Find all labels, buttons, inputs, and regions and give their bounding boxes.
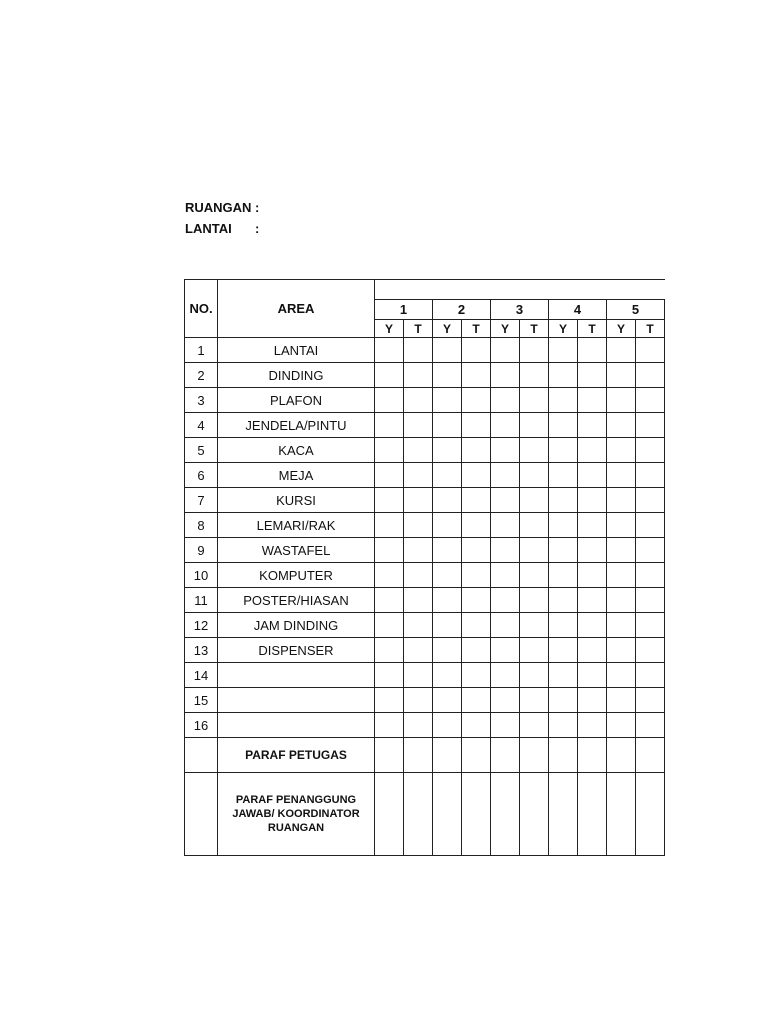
check-cell[interactable] <box>375 538 404 563</box>
check-cell[interactable] <box>375 513 404 538</box>
day-header: 1 <box>375 300 433 320</box>
check-cell[interactable] <box>491 513 520 538</box>
paraf-pj-label: PARAF PENANGGUNG JAWAB/ KOORDINATOR RUANGAN <box>218 773 375 856</box>
y-header: Y <box>491 320 520 338</box>
check-cell[interactable] <box>404 513 433 538</box>
check-cell[interactable] <box>491 413 520 438</box>
row-area <box>218 688 375 713</box>
check-cell[interactable] <box>549 588 578 613</box>
check-cell[interactable] <box>491 638 520 663</box>
check-cell[interactable] <box>491 738 520 773</box>
check-cell[interactable] <box>549 438 578 463</box>
check-cell[interactable] <box>491 773 520 856</box>
row-area: PLAFON <box>218 388 375 413</box>
check-cell[interactable] <box>433 713 462 738</box>
check-cell[interactable] <box>520 563 549 588</box>
row-area: LANTAI <box>218 338 375 363</box>
day-header: 4 <box>549 300 607 320</box>
check-cell[interactable] <box>375 688 404 713</box>
check-cell[interactable] <box>462 613 491 638</box>
check-cell[interactable] <box>375 738 404 773</box>
check-cell[interactable] <box>520 663 549 688</box>
check-cell[interactable] <box>375 488 404 513</box>
check-cell[interactable] <box>578 663 607 688</box>
check-cell[interactable] <box>549 463 578 488</box>
check-cell[interactable] <box>375 388 404 413</box>
row-number: 15 <box>185 688 218 713</box>
check-cell[interactable] <box>520 688 549 713</box>
check-cell[interactable] <box>520 713 549 738</box>
row-number: 6 <box>185 463 218 488</box>
row-area: KACA <box>218 438 375 463</box>
check-cell[interactable] <box>404 438 433 463</box>
check-cell[interactable] <box>433 563 462 588</box>
check-cell[interactable] <box>636 613 665 638</box>
lantai-row <box>185 221 265 242</box>
check-cell[interactable] <box>462 538 491 563</box>
y-header: Y <box>607 320 636 338</box>
check-cell[interactable] <box>578 738 607 773</box>
check-cell[interactable] <box>636 538 665 563</box>
check-cell[interactable] <box>462 638 491 663</box>
paraf-pj-row <box>185 773 665 856</box>
check-cell[interactable] <box>462 488 491 513</box>
check-cell[interactable] <box>549 613 578 638</box>
table-row <box>185 538 665 563</box>
row-number: 14 <box>185 663 218 688</box>
check-cell[interactable] <box>578 613 607 638</box>
check-cell[interactable] <box>433 538 462 563</box>
row-number: 4 <box>185 413 218 438</box>
t-header: T <box>462 320 491 338</box>
check-cell[interactable] <box>549 563 578 588</box>
check-cell[interactable] <box>462 773 491 856</box>
row-number: 13 <box>185 638 218 663</box>
check-cell[interactable] <box>578 388 607 413</box>
check-cell[interactable] <box>433 338 462 363</box>
table-row <box>185 488 665 513</box>
header-info <box>185 200 265 242</box>
check-cell[interactable] <box>636 688 665 713</box>
check-cell[interactable] <box>433 773 462 856</box>
check-cell[interactable] <box>520 438 549 463</box>
check-cell[interactable] <box>491 338 520 363</box>
row-number: 7 <box>185 488 218 513</box>
y-header: Y <box>433 320 462 338</box>
check-cell[interactable] <box>578 713 607 738</box>
day-header: 5 <box>607 300 665 320</box>
check-cell[interactable] <box>404 463 433 488</box>
check-cell[interactable] <box>491 388 520 413</box>
check-cell[interactable] <box>462 713 491 738</box>
check-cell[interactable] <box>578 513 607 538</box>
check-cell[interactable] <box>375 338 404 363</box>
check-cell[interactable] <box>607 638 636 663</box>
check-cell[interactable] <box>491 438 520 463</box>
table-row <box>185 663 665 688</box>
check-cell[interactable] <box>404 773 433 856</box>
table-row <box>185 463 665 488</box>
check-cell[interactable] <box>404 713 433 738</box>
table-row <box>185 413 665 438</box>
check-cell[interactable] <box>607 688 636 713</box>
check-cell[interactable] <box>520 463 549 488</box>
table-row <box>185 588 665 613</box>
row-area: MEJA <box>218 463 375 488</box>
check-cell[interactable] <box>404 663 433 688</box>
check-cell[interactable] <box>433 588 462 613</box>
check-cell[interactable] <box>549 663 578 688</box>
row-area: JAM DINDING <box>218 613 375 638</box>
row-number: 5 <box>185 438 218 463</box>
ruangan-row <box>185 200 265 221</box>
check-cell[interactable] <box>491 588 520 613</box>
check-cell[interactable] <box>462 413 491 438</box>
check-cell[interactable] <box>404 563 433 588</box>
check-cell[interactable] <box>607 563 636 588</box>
check-cell[interactable] <box>520 363 549 388</box>
check-cell[interactable] <box>578 773 607 856</box>
check-cell[interactable] <box>549 773 578 856</box>
area-header: AREA <box>218 280 375 338</box>
check-cell[interactable] <box>636 638 665 663</box>
check-cell[interactable] <box>520 413 549 438</box>
row-area: DINDING <box>218 363 375 388</box>
check-cell[interactable] <box>375 638 404 663</box>
check-cell[interactable] <box>607 613 636 638</box>
check-cell[interactable] <box>549 488 578 513</box>
check-cell[interactable] <box>462 363 491 388</box>
table-row <box>185 688 665 713</box>
check-cell[interactable] <box>636 388 665 413</box>
lantai-label: LANTAI <box>185 221 232 236</box>
check-cell[interactable] <box>520 338 549 363</box>
row-area: DISPENSER <box>218 638 375 663</box>
check-cell[interactable] <box>375 413 404 438</box>
check-cell[interactable] <box>520 388 549 413</box>
row-area: JENDELA/PINTU <box>218 413 375 438</box>
check-cell[interactable] <box>549 538 578 563</box>
check-cell[interactable] <box>491 488 520 513</box>
paraf-petugas-label: PARAF PETUGAS <box>218 738 375 773</box>
check-cell[interactable] <box>520 588 549 613</box>
check-cell[interactable] <box>433 388 462 413</box>
check-cell[interactable] <box>462 588 491 613</box>
check-cell[interactable] <box>636 488 665 513</box>
t-header: T <box>578 320 607 338</box>
check-cell[interactable] <box>520 638 549 663</box>
row-number: 12 <box>185 613 218 638</box>
check-cell[interactable] <box>607 513 636 538</box>
check-cell[interactable] <box>578 688 607 713</box>
check-cell[interactable] <box>462 438 491 463</box>
check-cell[interactable] <box>520 773 549 856</box>
check-cell[interactable] <box>636 338 665 363</box>
check-cell[interactable] <box>578 488 607 513</box>
check-cell[interactable] <box>433 613 462 638</box>
ruangan-colon: : <box>255 200 260 215</box>
check-cell[interactable] <box>462 688 491 713</box>
check-cell[interactable] <box>462 388 491 413</box>
check-cell[interactable] <box>433 638 462 663</box>
lantai-colon: : <box>255 221 260 236</box>
row-area: LEMARI/RAK <box>218 513 375 538</box>
row-area: KOMPUTER <box>218 563 375 588</box>
check-cell[interactable] <box>578 363 607 388</box>
check-cell[interactable] <box>607 773 636 856</box>
check-cell[interactable] <box>375 713 404 738</box>
check-cell[interactable] <box>607 388 636 413</box>
check-cell[interactable] <box>375 773 404 856</box>
check-cell[interactable] <box>607 538 636 563</box>
check-cell[interactable] <box>578 438 607 463</box>
y-header: Y <box>375 320 404 338</box>
check-cell[interactable] <box>462 563 491 588</box>
check-cell[interactable] <box>462 338 491 363</box>
row-number: 11 <box>185 588 218 613</box>
check-cell[interactable] <box>404 738 433 773</box>
check-cell[interactable] <box>607 738 636 773</box>
row-number: 10 <box>185 563 218 588</box>
check-cell[interactable] <box>578 588 607 613</box>
days-group-header <box>375 280 665 300</box>
check-cell[interactable] <box>636 588 665 613</box>
checklist-body <box>185 338 665 856</box>
check-cell[interactable] <box>549 638 578 663</box>
ruangan-label: RUANGAN <box>185 200 252 215</box>
check-cell[interactable] <box>607 463 636 488</box>
check-cell[interactable] <box>578 338 607 363</box>
check-cell[interactable] <box>549 388 578 413</box>
check-cell[interactable] <box>433 438 462 463</box>
table-row <box>185 638 665 663</box>
check-cell[interactable] <box>520 513 549 538</box>
check-cell[interactable] <box>433 688 462 713</box>
check-cell[interactable] <box>404 638 433 663</box>
row-area: POSTER/HIASAN <box>218 588 375 613</box>
check-cell[interactable] <box>433 513 462 538</box>
table-row <box>185 438 665 463</box>
check-cell[interactable] <box>636 563 665 588</box>
check-cell[interactable] <box>636 773 665 856</box>
empty-cell <box>185 738 218 773</box>
check-cell[interactable] <box>549 413 578 438</box>
check-cell[interactable] <box>404 338 433 363</box>
check-cell[interactable] <box>578 413 607 438</box>
row-number: 16 <box>185 713 218 738</box>
row-number: 8 <box>185 513 218 538</box>
check-cell[interactable] <box>462 738 491 773</box>
check-cell[interactable] <box>636 713 665 738</box>
check-cell[interactable] <box>607 663 636 688</box>
check-cell[interactable] <box>520 488 549 513</box>
check-cell[interactable] <box>462 463 491 488</box>
row-number: 1 <box>185 338 218 363</box>
row-area <box>218 663 375 688</box>
row-area: KURSI <box>218 488 375 513</box>
check-cell[interactable] <box>607 713 636 738</box>
check-cell[interactable] <box>491 538 520 563</box>
check-cell[interactable] <box>636 438 665 463</box>
check-cell[interactable] <box>433 413 462 438</box>
table-row <box>185 713 665 738</box>
check-cell[interactable] <box>375 663 404 688</box>
check-cell[interactable] <box>433 463 462 488</box>
check-cell[interactable] <box>491 463 520 488</box>
check-cell[interactable] <box>520 613 549 638</box>
t-header: T <box>520 320 549 338</box>
check-cell[interactable] <box>404 388 433 413</box>
check-cell[interactable] <box>607 338 636 363</box>
table-row <box>185 513 665 538</box>
check-cell[interactable] <box>549 363 578 388</box>
table-row <box>185 613 665 638</box>
checklist-table <box>184 279 665 856</box>
no-header: NO. <box>185 280 218 338</box>
row-number: 2 <box>185 363 218 388</box>
day-header: 3 <box>491 300 549 320</box>
check-cell[interactable] <box>549 713 578 738</box>
check-cell[interactable] <box>549 513 578 538</box>
check-cell[interactable] <box>404 688 433 713</box>
check-cell[interactable] <box>636 663 665 688</box>
check-cell[interactable] <box>404 613 433 638</box>
check-cell[interactable] <box>549 738 578 773</box>
check-cell[interactable] <box>636 463 665 488</box>
check-cell[interactable] <box>607 588 636 613</box>
check-cell[interactable] <box>607 363 636 388</box>
table-row <box>185 563 665 588</box>
check-cell[interactable] <box>607 413 636 438</box>
check-cell[interactable] <box>520 538 549 563</box>
check-cell[interactable] <box>520 738 549 773</box>
check-cell[interactable] <box>375 588 404 613</box>
check-cell[interactable] <box>549 338 578 363</box>
check-cell[interactable] <box>375 438 404 463</box>
check-cell[interactable] <box>462 513 491 538</box>
check-cell[interactable] <box>433 738 462 773</box>
check-cell[interactable] <box>636 413 665 438</box>
check-cell[interactable] <box>433 663 462 688</box>
check-cell[interactable] <box>433 488 462 513</box>
check-cell[interactable] <box>578 638 607 663</box>
check-cell[interactable] <box>404 588 433 613</box>
check-cell[interactable] <box>578 563 607 588</box>
check-cell[interactable] <box>636 363 665 388</box>
check-cell[interactable] <box>607 488 636 513</box>
paraf-petugas-row <box>185 738 665 773</box>
row-area <box>218 713 375 738</box>
check-cell[interactable] <box>404 363 433 388</box>
row-number: 9 <box>185 538 218 563</box>
check-cell[interactable] <box>375 563 404 588</box>
check-cell[interactable] <box>607 438 636 463</box>
check-cell[interactable] <box>491 688 520 713</box>
table-row <box>185 388 665 413</box>
t-header: T <box>636 320 665 338</box>
check-cell[interactable] <box>636 513 665 538</box>
check-cell[interactable] <box>404 413 433 438</box>
day-header: 2 <box>433 300 491 320</box>
check-cell[interactable] <box>404 538 433 563</box>
check-cell[interactable] <box>636 738 665 773</box>
empty-cell <box>185 773 218 856</box>
check-cell[interactable] <box>462 663 491 688</box>
check-cell[interactable] <box>549 688 578 713</box>
table-row <box>185 363 665 388</box>
check-cell[interactable] <box>578 538 607 563</box>
check-cell[interactable] <box>375 363 404 388</box>
check-cell[interactable] <box>491 663 520 688</box>
check-cell[interactable] <box>433 363 462 388</box>
check-cell[interactable] <box>375 463 404 488</box>
check-cell[interactable] <box>491 363 520 388</box>
row-number: 3 <box>185 388 218 413</box>
y-header: Y <box>549 320 578 338</box>
check-cell[interactable] <box>578 463 607 488</box>
table-row <box>185 338 665 363</box>
check-cell[interactable] <box>491 713 520 738</box>
check-cell[interactable] <box>375 613 404 638</box>
t-header: T <box>404 320 433 338</box>
check-cell[interactable] <box>491 613 520 638</box>
check-cell[interactable] <box>404 488 433 513</box>
check-cell[interactable] <box>491 563 520 588</box>
row-area: WASTAFEL <box>218 538 375 563</box>
